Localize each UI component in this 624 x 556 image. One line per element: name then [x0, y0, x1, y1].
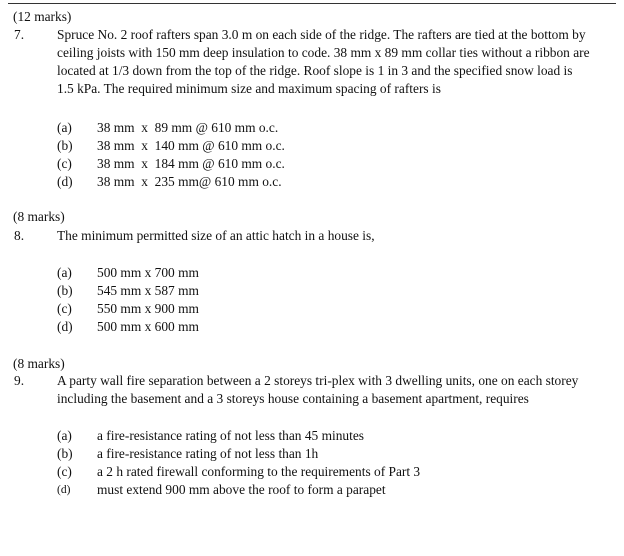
question-number: 8.	[14, 228, 25, 243]
question-text-line: ceiling joists with 150 mm deep insulation to code. 38 mm x 89 mm collar ties without a ribbon are	[57, 45, 590, 60]
question-text	[57, 227, 613, 245]
option-letter: (b)	[57, 446, 73, 461]
option-text: 38 mm x 235 mm@ 610 mm o.c.	[97, 174, 282, 189]
option-letter: (d)	[57, 174, 73, 189]
question-text-line: including the basement and a 3 storeys house containing a basement apartment, requires	[57, 391, 529, 406]
option-letter: (c)	[57, 301, 72, 316]
option-letter: (c)	[57, 464, 72, 479]
option-letter: (a)	[57, 120, 72, 135]
option-text: 38 mm x 89 mm @ 610 mm o.c.	[97, 120, 279, 135]
option-letter: (b)	[57, 283, 73, 298]
option-text: a fire-resistance rating of not less than 45 minutes	[97, 428, 364, 443]
option-letter: (d)	[57, 484, 71, 496]
option-text: 500 mm x 600 mm	[97, 319, 199, 334]
option-letter: (a)	[57, 265, 72, 280]
option-text: must extend 900 mm above the roof to form a parapet	[97, 482, 386, 497]
option-letter: (d)	[57, 319, 73, 334]
option-text: 38 mm x 140 mm @ 610 mm o.c.	[97, 138, 285, 153]
question-marks: (12 marks)	[13, 9, 72, 24]
question-text-line: A party wall fire separation between a 2 storeys tri-plex with 3 dwelling units, one on each storey	[57, 373, 579, 388]
question-text-line: The minimum permitted size of an attic hatch in a house is,	[57, 228, 375, 243]
question-number: 9.	[14, 373, 25, 388]
option-text: a 2 h rated firewall conforming to the requirements of Part 3	[97, 464, 421, 479]
question-text-line: located at 1/3 down from the top of the ridge. Roof slope is 1 in 3 and the specified snow load is	[57, 63, 573, 78]
option-letter: (a)	[57, 428, 72, 443]
option-text: 545 mm x 587 mm	[97, 283, 199, 298]
option-letter: (b)	[57, 138, 73, 153]
question-marks: (8 marks)	[13, 356, 65, 371]
question-number: 7.	[14, 27, 25, 42]
top-rule	[8, 3, 616, 4]
question-text-line: Spruce No. 2 roof rafters span 3.0 m on each side of the ridge. The rafters are tied at the bottom by	[57, 27, 586, 42]
question-text	[57, 26, 613, 98]
option-text: 500 mm x 700 mm	[97, 265, 199, 280]
option-text: a fire-resistance rating of not less than 1h	[97, 446, 319, 461]
option-text: 550 mm x 900 mm	[97, 301, 199, 316]
question-marks: (8 marks)	[13, 209, 65, 224]
option-letter: (c)	[57, 156, 72, 171]
question-text	[57, 372, 613, 408]
question-text-line: 1.5 kPa. The required minimum size and maximum spacing of rafters is	[57, 81, 441, 96]
option-text: 38 mm x 184 mm @ 610 mm o.c.	[97, 156, 285, 171]
